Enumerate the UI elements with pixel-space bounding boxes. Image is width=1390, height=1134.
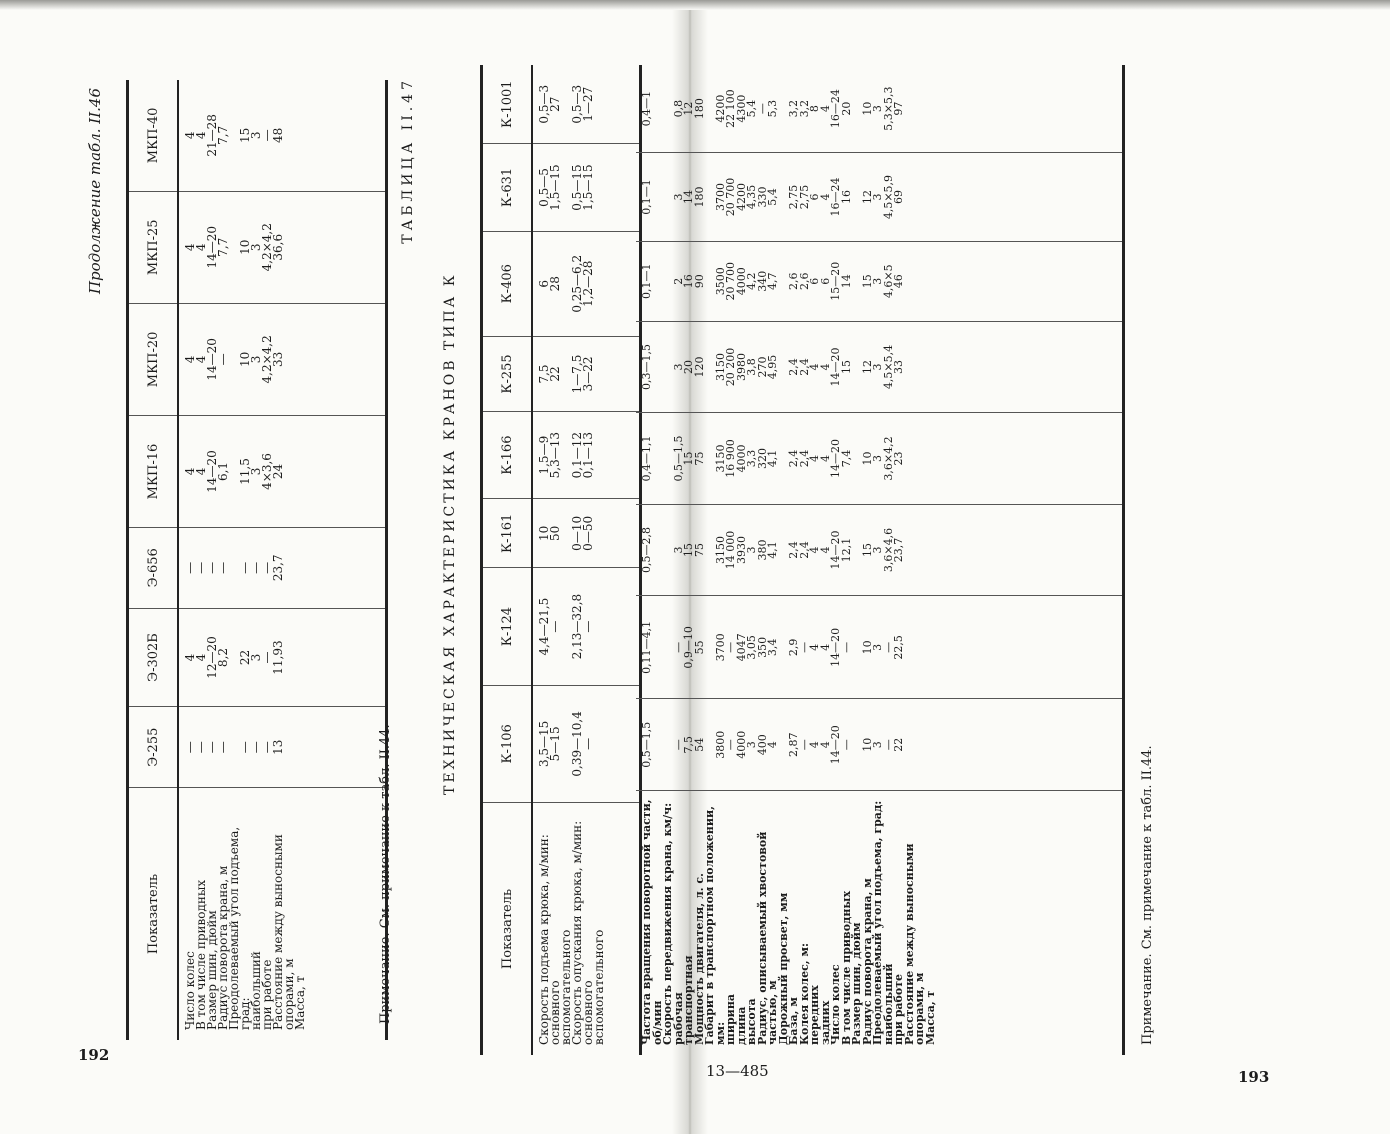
page-number-left: 192 bbox=[78, 1046, 110, 1064]
table-note: Примечание. См. примечание к табл. II.44. bbox=[1140, 745, 1155, 1045]
column-values: 0,1—1 2 16 90 3500 20 700 4000 4,2 340 4,7 2,6 2,6 6 6 15—20 14 15 3 4,6×5 46 bbox=[636, 241, 1124, 321]
column-values: 3,5—15 5—15 0,39—10,4 — bbox=[532, 685, 641, 802]
column-header: Э-255 bbox=[128, 707, 179, 788]
column-header: МКП-16 bbox=[128, 415, 179, 527]
column-values: 10 50 0—10 0—50 bbox=[532, 499, 641, 568]
column-header: К-631 bbox=[482, 144, 533, 231]
printer-signature-mark: 13—485 bbox=[706, 1062, 769, 1080]
column-values: 0,4—1 0,8 12 180 4200 22 100 4300 5,4 — 5,3 3,2 3,2 8 4 16—24 20 10 3 5,3×5,3 97 bbox=[636, 65, 1124, 153]
column-header: МКП-20 bbox=[128, 303, 179, 415]
column-values: 0,5—3 27 0,5—3 1—27 bbox=[532, 65, 641, 144]
column-values: 4 4 12—20 8,2 22 3 — 11,93 bbox=[178, 608, 387, 707]
column-header: К-166 bbox=[482, 412, 533, 499]
continuation-title: Продолжение табл. II.46 bbox=[86, 88, 104, 295]
column-header: К-1001 bbox=[482, 65, 533, 144]
table-note: Примечание. См. примечание к табл. II.44. bbox=[378, 724, 393, 1024]
table-header-row bbox=[482, 65, 533, 1055]
table-1147-group bbox=[400, 65, 1290, 1055]
page-number-right: 193 bbox=[1238, 1068, 1270, 1086]
column-values: 0,1—1 3 14 180 3700 20 700 4200 4,35 330 5,4 2,75 2,75 6 4 16—24 16 12 3 4,5×5,9 69 bbox=[636, 153, 1124, 242]
table-1146-group bbox=[86, 80, 412, 1040]
column-values: — — — — — — — 13 bbox=[178, 707, 387, 788]
column-values: 0,3—1,5 3 20 120 3150 20 200 3980 3,8 270 4,95 2,4 2,4 4 4 14—20 15 12 3 4,5×5,4 33 bbox=[636, 321, 1124, 413]
table-1146 bbox=[126, 80, 388, 1040]
row-labels: Частота вращения поворотной части, об/мин Скорость передвижения крана, км/ч: рабочая транспортная Мощность двигателя, л. с. Габарит в транспортном положении, мм: ширина длина высота Радиус, описываемый хвостовой частью, м Дорожный просвет, мм База, м Колея колес, м: передних задних Число колес В том числе приводных Размер шин, дюйм Радиус поворота крана, м Преодолеваемый угол подъема, град: наибольший при работе Расстояние между выносными опорами, м Масса, т bbox=[636, 791, 1124, 1056]
column-header: К-406 bbox=[482, 231, 533, 336]
column-values: 0,11—4,1 — 0,9—10 55 3700 — 4047 3,05 350 3,4 2,9 — 4 4 14—20 — 10 3 — 22,5 bbox=[636, 596, 1124, 699]
table-row bbox=[178, 80, 387, 1040]
table-row bbox=[532, 65, 641, 1055]
column-header: Показатель bbox=[128, 788, 179, 1041]
column-values: 1,5—9 5,3—13 0,1—12 0,1—13 bbox=[532, 412, 641, 499]
column-values: 4 4 14—20 6,1 11,5 3 4×3,6 24 bbox=[178, 415, 387, 527]
column-header: Показатель bbox=[482, 803, 533, 1056]
column-header: МКП-40 bbox=[128, 80, 179, 191]
column-values: 0,5—2,8 3 15 75 3150 14 000 3930 3 380 4,1 2,4 2,4 4 4 14—20 12,1 15 3 3,6×4,6 23,7 bbox=[636, 504, 1124, 596]
table-1147-lower bbox=[636, 65, 1125, 1055]
table-label: ТАБЛИЦА II.47 bbox=[400, 77, 416, 244]
column-values: 4,4—21,5 — 2,13—32,8 — bbox=[532, 568, 641, 685]
row-labels: Число колес В том числе приводных Размер шин, дюйм Радиус поворота крана, м Преодолеваемый угол подъема, град: наибольший при работе Расстояние между выносными опорами, м Масса, т bbox=[178, 788, 387, 1041]
column-values: 0,4—1,1 0,5—1,5 15 75 3150 16 900 4000 3,3 320 4,1 2,4 2,4 4 4 14—20 7,4 10 3 3,6×4,2 23 bbox=[636, 413, 1124, 505]
top-edge-shadow bbox=[0, 0, 1390, 10]
column-values: 7,5 22 1—7,5 3—22 bbox=[532, 336, 641, 411]
table-title: ТЕХНИЧЕСКАЯ ХАРАКТЕРИСТИКА КРАНОВ ТИПА К bbox=[442, 272, 458, 795]
column-values: 4 4 21—28 7,7 15 3 — 48 bbox=[178, 80, 387, 191]
table-1147-upper bbox=[480, 65, 642, 1055]
column-header: Э-656 bbox=[128, 528, 179, 609]
column-header: К-124 bbox=[482, 568, 533, 685]
table-header-row bbox=[128, 80, 179, 1040]
column-values: 4 4 14—20 7,7 10 3 4,2×4,2 36,6 bbox=[178, 191, 387, 303]
column-header: К-161 bbox=[482, 499, 533, 568]
column-header: Э-302Б bbox=[128, 608, 179, 707]
column-values: 0,5—1,5 — 7,5 54 3800 — 4000 3 400 4 2,87 — 4 4 14—20 — 10 3 — 22 bbox=[636, 699, 1124, 791]
column-values: 6 28 0,25—6,2 1,2—28 bbox=[532, 231, 641, 336]
row-labels: Скорость подъема крюка, м/мин: основного вспомогательного Скорость опускания крюка, м/мин: основного вспомогательного bbox=[532, 803, 641, 1056]
column-header: МКП-25 bbox=[128, 191, 179, 303]
column-header: К-106 bbox=[482, 685, 533, 802]
column-values: — — — — — — — 23,7 bbox=[178, 528, 387, 609]
column-values: 4 4 14—20 — 10 3 4,2×4,2 33 bbox=[178, 303, 387, 415]
column-header: К-255 bbox=[482, 336, 533, 411]
column-values: 0,5—5 1,5—15 0,5—15 1,5—15 bbox=[532, 144, 641, 231]
table-row bbox=[636, 65, 1124, 1055]
